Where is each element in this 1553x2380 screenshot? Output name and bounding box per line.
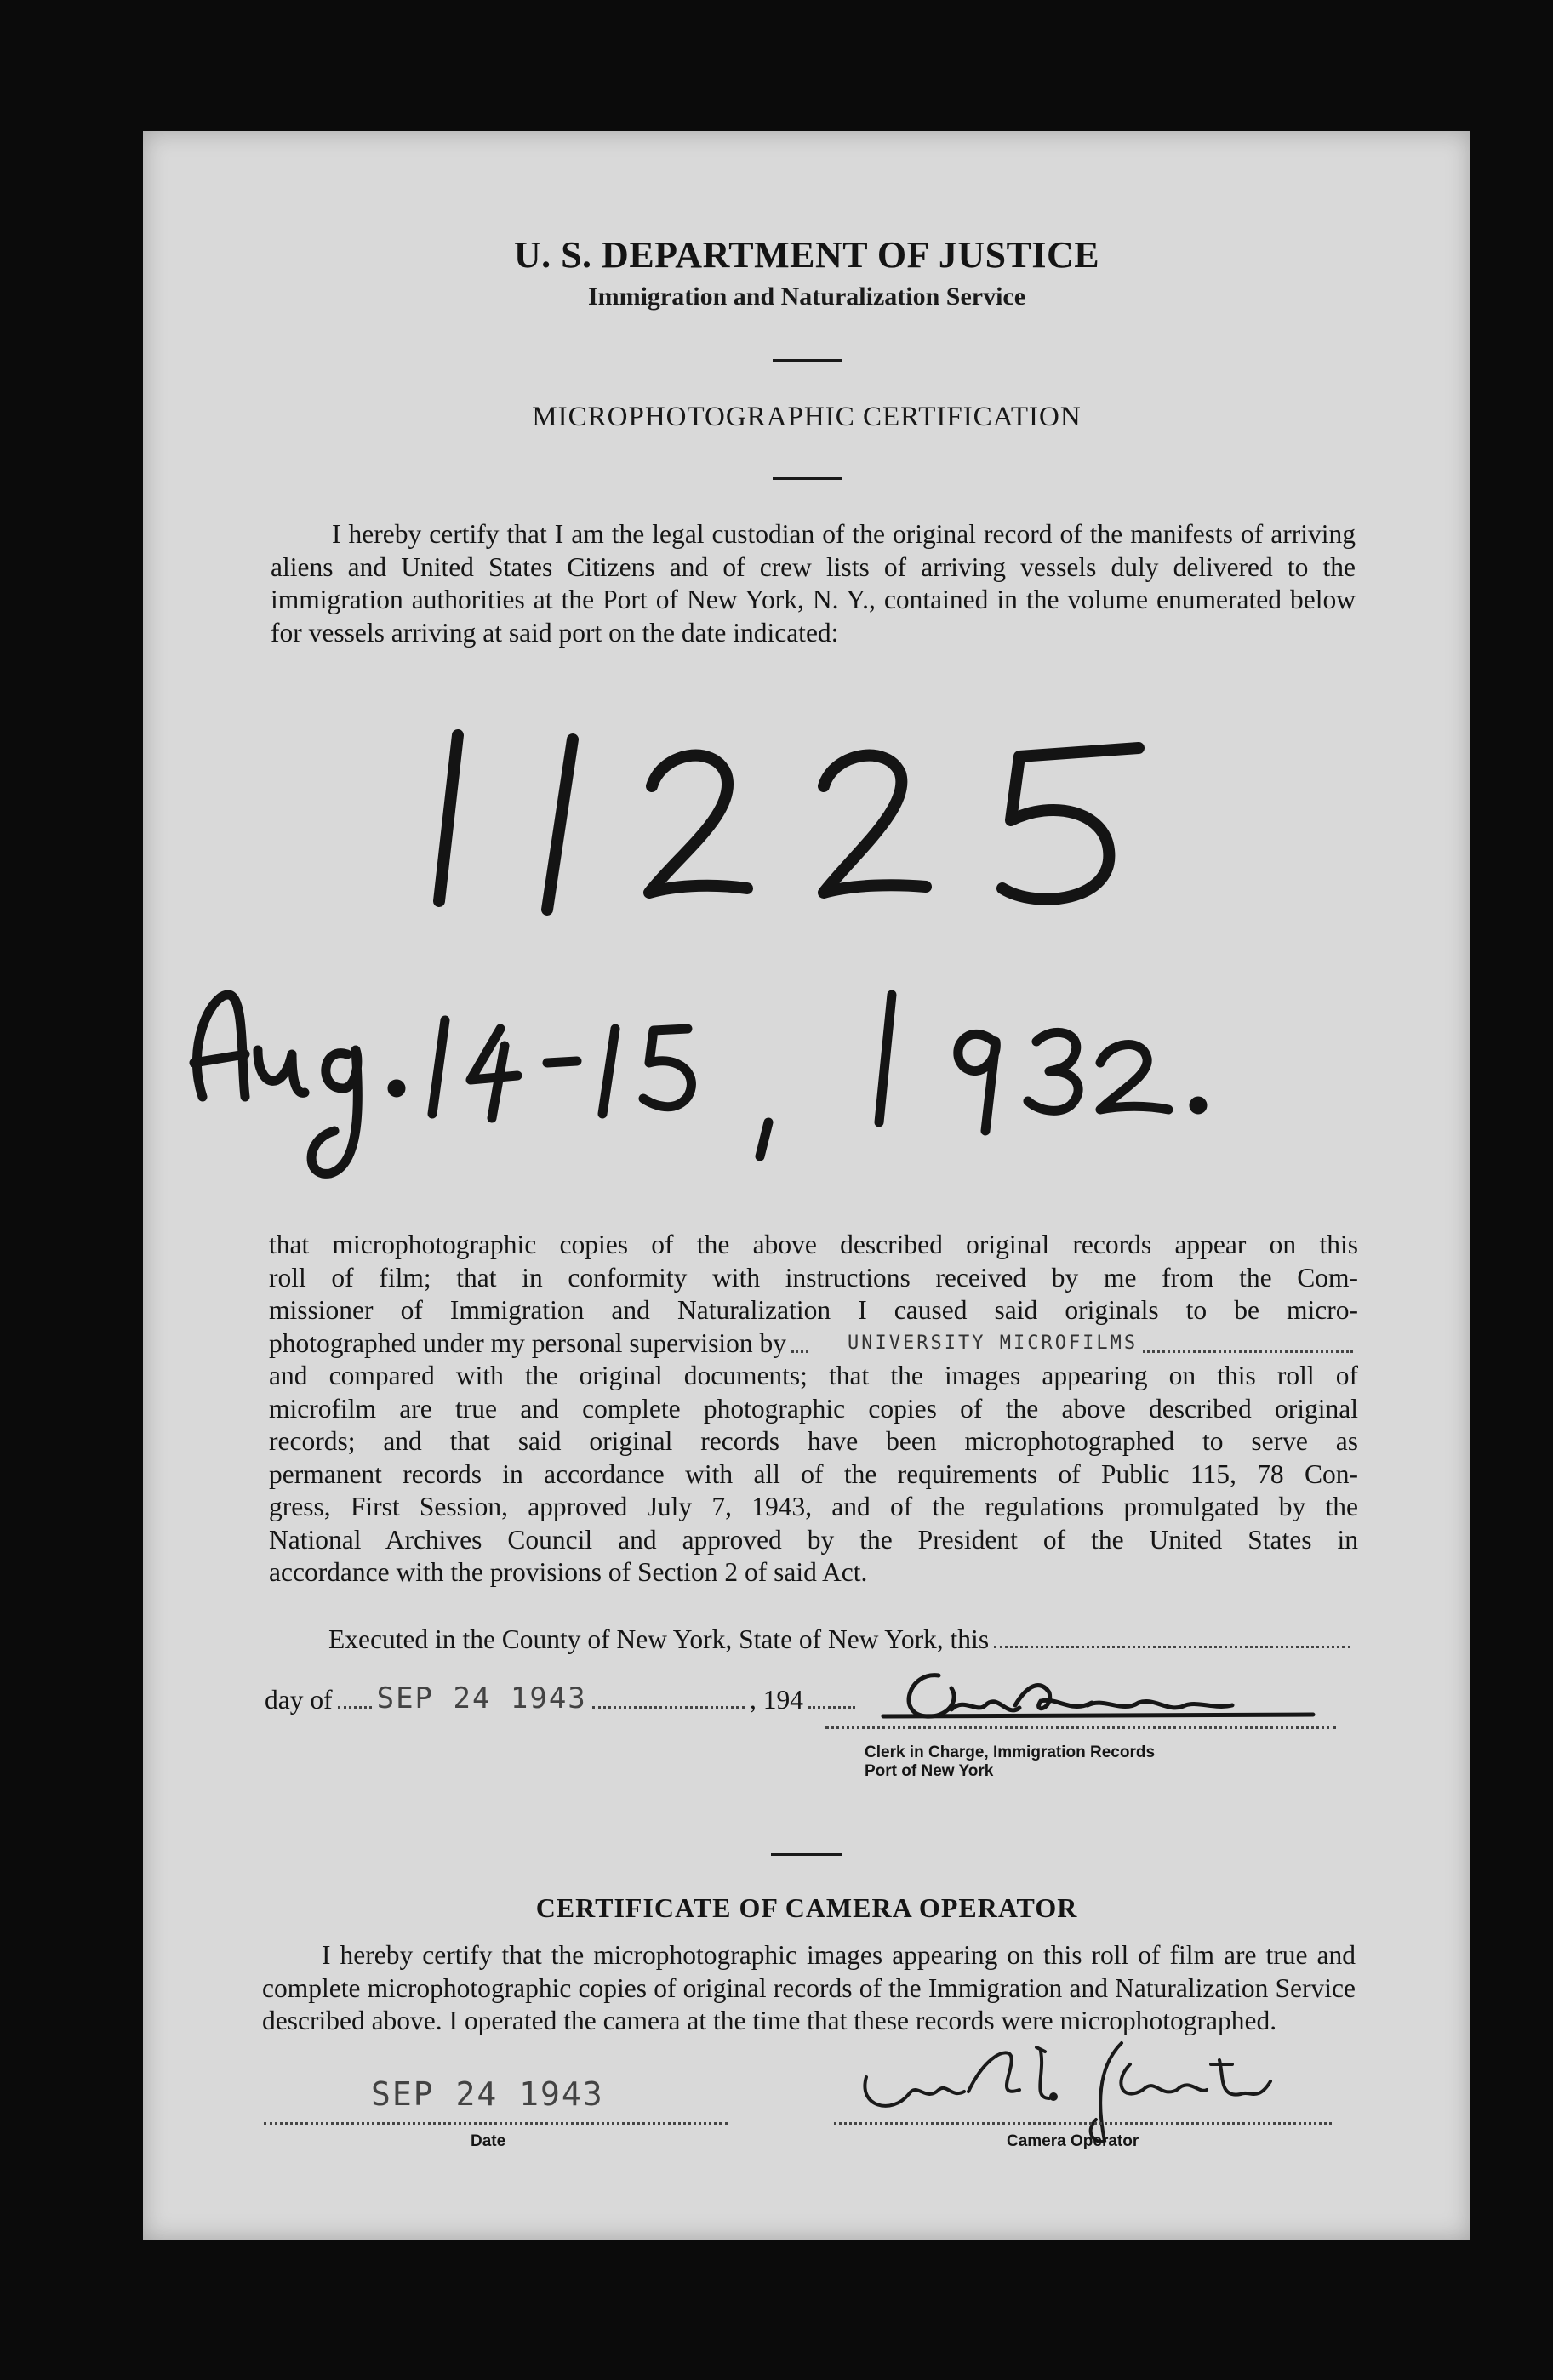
- body-line: gress, First Session, approved July 7, 1943, and of the regulations promulgated by the: [269, 1492, 1358, 1521]
- certification-title: MICROPHOTOGRAPHIC CERTIFICATION: [532, 402, 1082, 432]
- service-subheading: Immigration and Naturalization Service: [587, 283, 1026, 311]
- dotted-fill: [338, 1706, 372, 1709]
- body-line: and compared with the original documents; that the images appearing on this roll of: [269, 1361, 1358, 1390]
- date-caption: Date: [471, 2132, 506, 2150]
- divider: [773, 359, 842, 362]
- dotted-fill: [994, 1646, 1350, 1648]
- dotted-fill: [1143, 1350, 1353, 1353]
- certificate-sheet: [143, 131, 1470, 2240]
- operator-signature: [841, 2030, 1317, 2149]
- body-line: roll of film; that in conformity with instructions received by me from the Com-: [269, 1262, 1358, 1293]
- camera-certificate-paragraph: I hereby certify that the microphotographic images appearing on this roll of film are true and complete microphotographic copies of original records of the Immigration and Naturalization Service described above. I operated the camera at the time that these records were microphotographed.: [262, 1940, 1356, 2035]
- day-line: [265, 1681, 860, 1715]
- body-line: missioner of Immigration and Naturalization I caused said originals to be micro-: [269, 1295, 1358, 1325]
- dotted-fill: [592, 1706, 745, 1709]
- day-prefix: day of: [265, 1685, 333, 1715]
- handwritten-dates: [177, 969, 1453, 1190]
- operator-caption: Camera Operator: [1007, 2132, 1139, 2150]
- camera-date-stamp: SEP 24 1943: [371, 2075, 604, 2113]
- operator-signature-line: [834, 2118, 1332, 2125]
- clerk-caption-port: Port of New York: [865, 1762, 994, 1780]
- certification-body: [269, 1229, 1358, 1590]
- body-line: microfilm are true and complete photographic copies of the above described original: [269, 1393, 1358, 1424]
- clerk-caption-title: Clerk in Charge, Immigration Records: [865, 1744, 1156, 1761]
- body-line: records; and that said original records have been microphotographed to serve as: [269, 1426, 1358, 1456]
- body-line: National Archives Council and approved by the President of the United States in: [269, 1524, 1358, 1555]
- divider: [773, 477, 842, 480]
- handwritten-volume-number: [424, 718, 1275, 922]
- year-suffix: , 194: [750, 1685, 803, 1715]
- camera-certificate-title: CERTIFICATE OF CAMERA OPERATOR: [535, 1892, 1078, 1923]
- body-line: that microphotographic copies of the above described original records appear on this: [269, 1230, 1358, 1259]
- supervision-line: [269, 1327, 1358, 1361]
- date-stamp: SEP 24 1943: [376, 1681, 587, 1715]
- intro-paragraph: I hereby certify that I am the legal custodian of the original record of the manifests of arriving aliens and United States Citizens and of crew lists of arriving vessels duly delivered to the immigration authorities at the Port of New York, N. Y., contained in the volume enumerated below for vessels arriving at said port on the date indicated:: [271, 519, 1356, 648]
- divider: [771, 1853, 842, 1856]
- body-line: permanent records in accordance with all of the requirements of Public 115, 78 Con-: [269, 1458, 1358, 1489]
- executed-text: Executed in the County of New York, State of New York, this: [328, 1624, 990, 1654]
- date-line: [264, 2118, 728, 2125]
- supervision-prefix: photographed under my personal supervision by: [269, 1327, 787, 1358]
- clerk-signature-line: [825, 1722, 1336, 1729]
- dotted-fill: [808, 1706, 855, 1709]
- dotted-fill: [791, 1350, 808, 1353]
- executed-line: [328, 1624, 1356, 1655]
- body-line: accordance with the provisions of Section 2 of said Act.: [269, 1557, 868, 1587]
- supervision-stamp: UNIVERSITY MICROFILMS: [848, 1332, 1139, 1354]
- clerk-caption: [865, 1744, 1155, 1781]
- department-heading: U. S. DEPARTMENT OF JUSTICE: [513, 234, 1100, 276]
- clerk-signature: [858, 1667, 1334, 1731]
